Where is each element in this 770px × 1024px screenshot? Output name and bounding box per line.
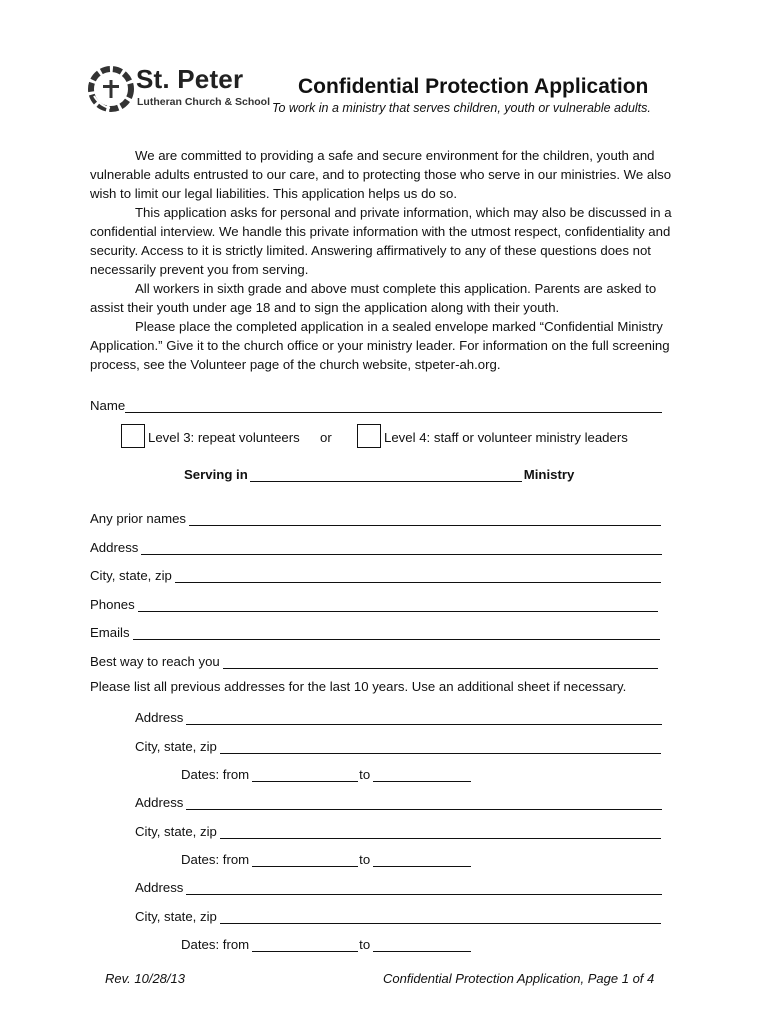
date-from-field[interactable] bbox=[252, 851, 358, 867]
dates-from-label: Dates: from bbox=[181, 937, 250, 952]
intro-paragraph: This application asks for personal and private information, which may also be discussed in a confidential interview. We handle this private information with the utmost respect, confidentiality and security. Access to it is strictly limited. Answering affirmatively to any of these questions does not necessarily prevent you from serving. bbox=[90, 205, 672, 277]
prev-city-field[interactable] bbox=[220, 823, 661, 839]
serving-in-row bbox=[184, 464, 574, 482]
city-label: City, state, zip bbox=[90, 568, 172, 583]
prev-city-field[interactable] bbox=[220, 738, 661, 754]
date-to-field[interactable] bbox=[373, 936, 471, 952]
prior-names-row bbox=[90, 508, 661, 526]
city-row bbox=[90, 565, 661, 583]
emails-label: Emails bbox=[90, 625, 130, 640]
level4-label: Level 4: staff or volunteer ministry leaders bbox=[384, 430, 628, 445]
name-field[interactable] bbox=[125, 397, 662, 413]
prev-dates-row bbox=[181, 849, 471, 867]
best-way-label: Best way to reach you bbox=[90, 654, 220, 669]
prev-city-label: City, state, zip bbox=[135, 739, 217, 754]
best-way-field[interactable] bbox=[223, 653, 658, 669]
address-field[interactable] bbox=[141, 539, 662, 555]
ministry-label: Ministry bbox=[523, 467, 575, 482]
prev-city-row bbox=[135, 906, 661, 924]
phones-field[interactable] bbox=[138, 596, 658, 612]
prev-address-label: Address bbox=[135, 880, 184, 895]
prev-address-label: Address bbox=[135, 795, 184, 810]
level4-checkbox[interactable] bbox=[357, 424, 381, 448]
prior-names-field[interactable] bbox=[189, 510, 661, 526]
phones-row bbox=[90, 594, 658, 612]
city-field[interactable] bbox=[175, 567, 661, 583]
church-logo bbox=[88, 64, 271, 116]
dates-to-label: to bbox=[359, 852, 371, 867]
address-label: Address bbox=[90, 540, 139, 555]
prev-address-row bbox=[135, 877, 662, 895]
cross-emblem-icon bbox=[88, 66, 134, 112]
logo-name: St. Peter bbox=[136, 64, 244, 94]
serving-in-label: Serving in bbox=[184, 467, 248, 482]
page-subtitle: To work in a ministry that serves children, youth or vulnerable adults. bbox=[272, 101, 651, 115]
intro-paragraph: Please place the completed application in a sealed envelope marked “Confidential Ministry Application.” Give it to the church office or your ministry leader. For information on the full screening process, see the Volunteer page of the church website, stpeter-ah.org. bbox=[90, 319, 670, 372]
intro-paragraph: All workers in sixth grade and above must complete this application. Parents are asked to assist their youth under age 18 and to sign the application along with their youth. bbox=[90, 281, 657, 315]
prev-address-label: Address bbox=[135, 710, 184, 725]
prev-city-row bbox=[135, 736, 661, 754]
name-row bbox=[90, 395, 662, 413]
prev-dates-row bbox=[181, 764, 471, 782]
serving-in-field[interactable] bbox=[250, 466, 522, 482]
emails-field[interactable] bbox=[133, 624, 660, 640]
prev-dates-row bbox=[181, 934, 471, 952]
dates-from-label: Dates: from bbox=[181, 852, 250, 867]
prev-address-field[interactable] bbox=[186, 879, 662, 895]
best-way-row bbox=[90, 651, 658, 669]
address-row bbox=[90, 537, 662, 555]
date-to-field[interactable] bbox=[373, 766, 471, 782]
revision-date: Rev. 10/28/13 bbox=[105, 971, 185, 986]
intro-text bbox=[90, 146, 675, 374]
prev-address-row bbox=[135, 707, 662, 725]
date-from-field[interactable] bbox=[252, 936, 358, 952]
prev-city-field[interactable] bbox=[220, 908, 661, 924]
emails-row bbox=[90, 622, 660, 640]
dates-to-label: to bbox=[359, 937, 371, 952]
date-from-field[interactable] bbox=[252, 766, 358, 782]
or-label: or bbox=[320, 430, 332, 445]
date-to-field[interactable] bbox=[373, 851, 471, 867]
previous-addresses-note: Please list all previous addresses for the last 10 years. Use an additional sheet if necessary. bbox=[90, 679, 627, 694]
prev-address-row bbox=[135, 792, 662, 810]
prev-city-row bbox=[135, 821, 661, 839]
dates-from-label: Dates: from bbox=[181, 767, 250, 782]
logo-subtitle: Lutheran Church & School bbox=[137, 96, 271, 108]
prev-city-label: City, state, zip bbox=[135, 909, 217, 924]
prev-city-label: City, state, zip bbox=[135, 824, 217, 839]
phones-label: Phones bbox=[90, 597, 135, 612]
level3-checkbox[interactable] bbox=[121, 424, 145, 448]
name-label: Name bbox=[90, 398, 126, 413]
level3-label: Level 3: repeat volunteers bbox=[148, 430, 300, 445]
prior-names-label: Any prior names bbox=[90, 511, 187, 526]
page-number: Confidential Protection Application, Page 1 of 4 bbox=[383, 971, 655, 986]
prev-address-field[interactable] bbox=[186, 794, 662, 810]
intro-paragraph: We are committed to providing a safe and secure environment for the children, youth and vulnerable adults entrusted to our care, and to protecting those who serve in our ministries. We also wish to limit our legal liabilities. This application helps us do so. bbox=[90, 148, 672, 201]
dates-to-label: to bbox=[359, 767, 371, 782]
prev-address-field[interactable] bbox=[186, 709, 662, 725]
page-title: Confidential Protection Application bbox=[298, 75, 649, 98]
